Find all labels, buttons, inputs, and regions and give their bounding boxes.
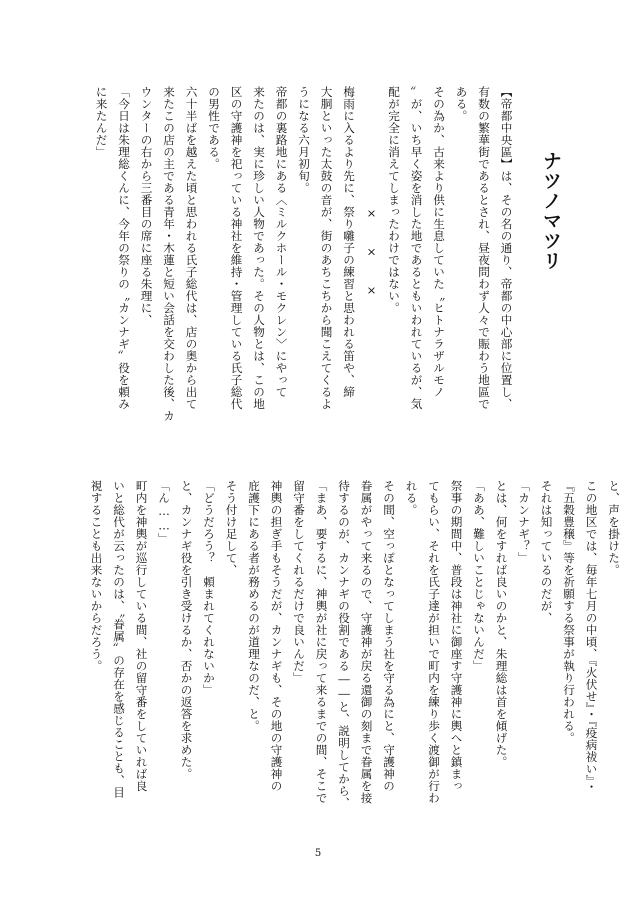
text-line: 神輿の担ぎ手もそうだが、カンナギも、その地の守護神の	[269, 480, 284, 792]
upper-text-block	[90, 86, 518, 486]
text-line: 「ああ、難しいことじゃないんだ」	[472, 480, 486, 672]
chapter-title: ナツノマツリ	[540, 151, 562, 271]
text-line: ある。	[454, 86, 469, 122]
text-line: 来たのは、実に珍しい人物であった。その人物とは、この地	[252, 86, 266, 410]
text-line: 【帝都中央區】は、その名の通り、帝都の中心部に位置し、	[499, 86, 514, 410]
text-line: と、声を掛けた。	[607, 480, 621, 576]
text-line: その為か、古来より供に生息していた〝ヒトナラザルモノ	[432, 86, 446, 398]
text-line: 「どうだろう？ 頼まれてくれないか」	[202, 480, 216, 696]
text-line: 大胴といった太鼓の音が、街のあちこちから聞こえてくるよ	[319, 86, 334, 410]
text-line: いと総代が云ったのは、〝眷属〟の存在を感じることも、目	[112, 480, 126, 799]
scene-break: × × ×	[364, 86, 379, 298]
text-line: ウンターの右から三番目の席に座る朱理に、	[139, 86, 154, 326]
text-line: れる。	[404, 480, 419, 516]
text-line: 待するのが、カンナギの役割である――と、説明してから、	[337, 480, 351, 809]
text-line: その間、空っぽとなってしまう社を守る為にと、守護神の	[382, 480, 396, 792]
lower-text-block	[85, 480, 625, 836]
text-line: てもらい、それを氏子達が担いで町内を練り歩く渡御が行わ	[427, 480, 441, 804]
text-line: 帝都の裏路地にある〈ミルクホール・モクレン〉にやって	[274, 86, 289, 398]
text-line: の男性である。	[207, 86, 221, 170]
text-line: うになる六月初旬。	[297, 86, 311, 194]
text-line: 視することも出来ないからだろう。	[89, 480, 104, 672]
text-line: 「カンナギ？」	[517, 480, 531, 564]
text-line: 「まあ、要するに、神輿が社に戻って来るまでの間、そこで	[314, 480, 329, 804]
text-line: と、カンナギ役を引き受けるか、否かの返答を求めた。	[179, 480, 194, 780]
text-line: 六十半ばを越えた頃と思われる氏子総代は、店の奥から出て	[184, 86, 199, 410]
text-line: 有数の繁華街であるとされ、昼夜問わず人々で賑わう地區で	[477, 86, 491, 410]
text-line: それは知っているのだが、	[539, 480, 554, 624]
text-line: 留守番をしてくれるだけで良いんだ」	[292, 480, 306, 684]
text-line: 『五穀豊穣』等を祈願する祭事が執り行われる。	[562, 480, 576, 744]
page-number: 5	[314, 848, 322, 859]
text-line: に来たんだ」	[94, 86, 109, 158]
text-line: 「ん……」	[157, 480, 171, 545]
text-line: 配が完全に消えてしまったわけではない。	[387, 86, 401, 314]
text-line: 町内を神輿が巡行している間、社の留守番をしていれば良	[134, 480, 149, 792]
text-line: 祭事の期間中、普段は神社に御座す守護神に輿へと鎮まっ	[449, 480, 464, 792]
text-line: 眷属がやって来るので、守護神が戻る還御の刻まで眷属を接	[359, 480, 374, 804]
text-line: この地区では、毎年七月の中頃、『火伏せ』・『疫病祓い』・	[584, 480, 599, 793]
text-line: 「今日は朱理総くんに、今年の祭りの〝カンナギ〟役を頼み	[117, 86, 131, 410]
text-line: 梅雨に入るより先に、祭り囃子の練習と思われる笛や、締	[342, 86, 356, 398]
text-line: 庇護下にある者が務めるのが道理なのだ、と。	[247, 480, 261, 732]
text-line: 来たこの店の主である青年・木蓮と短い会話を交わした後、カ	[162, 86, 176, 422]
text-line: 区の守護神を祀っている神社を維持・管理している氏子総代	[229, 86, 244, 410]
text-line: そう付け足して、	[224, 480, 239, 576]
text-line: 〟が、いち早く姿を消した地であるともいわれているが、気	[409, 86, 424, 410]
text-line: とは、何をすれば良いのかと、朱理総は首を傾げた。	[494, 480, 509, 768]
